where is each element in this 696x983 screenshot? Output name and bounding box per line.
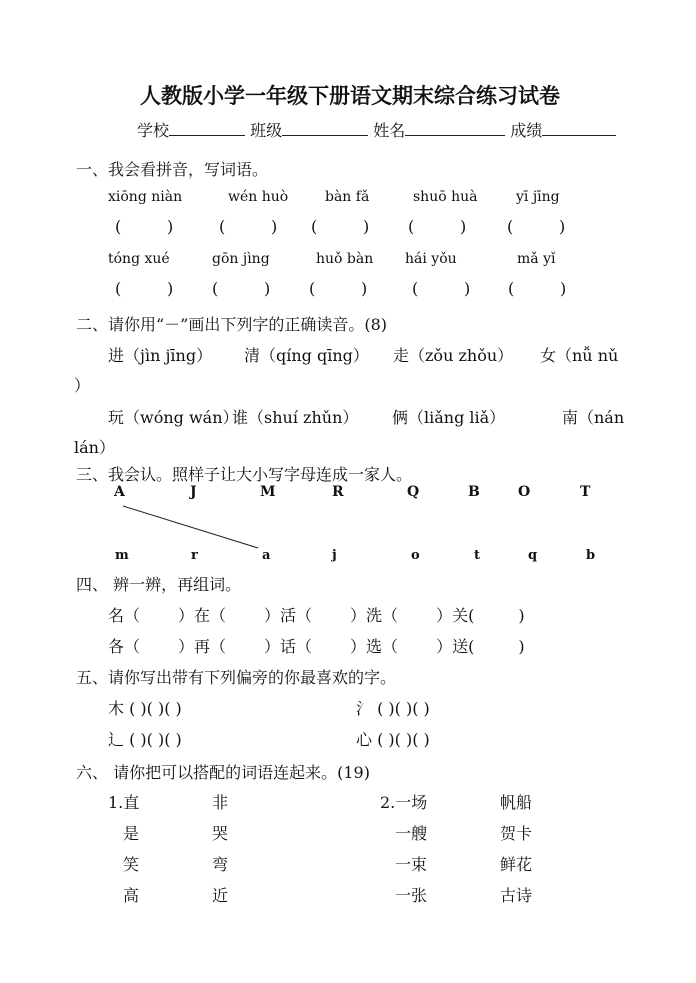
upper-letter[interactable]: J [190,484,197,500]
section-5-heading: 五、请你写出带有下列偏旁的你最喜欢的字。 [76,668,397,687]
section-2-heading: 二、请你用“－”画出下列字的正确读音。(8) [76,315,388,334]
word-item: ）洗（ [350,606,399,625]
match-left-b[interactable]: 近 [212,886,229,905]
upper-letter[interactable]: T [580,484,591,500]
match-right-a[interactable]: 2.一场 [380,793,428,812]
pinyin-1: xiōng niàn [108,189,183,205]
school-label: 学校 [137,121,170,140]
answer-box-3[interactable]: ( ) [311,217,370,236]
lower-letter[interactable]: m [115,548,129,563]
answer-box-8[interactable]: ( ) [309,279,368,298]
word-item: ）再（ [178,637,227,656]
reading-item-5[interactable]: 玩（wóng wán） [108,408,239,427]
reading-item-8-tail: lán） [74,438,115,457]
match-right-b[interactable]: 古诗 [500,886,533,905]
match-left-b[interactable]: 哭 [212,824,229,843]
reading-item-3[interactable]: 走（zǒu zhǒu） [393,346,514,365]
radical-zou-row[interactable]: 辶 ( )( )( ) [108,730,182,749]
reading-item-4[interactable]: 女（nǚ nǔ [540,346,619,365]
word-item: ）活（ [264,606,313,625]
word-item: ）送( [436,637,475,656]
word-item: ）在（ [178,606,227,625]
pinyin-7: gōn jìng [212,251,270,267]
word-item: 名（ [108,606,141,625]
reading-item-1[interactable]: 进（jìn jīng） [108,346,213,365]
answer-box-5[interactable]: ( ) [507,217,566,236]
word-item: 各（ [108,637,141,656]
answer-box-6[interactable]: ( ) [115,279,174,298]
word-item: ）话（ [264,637,313,656]
match-right-a[interactable]: 一艘 [395,824,428,843]
pinyin-3: bàn fǎ [325,189,370,205]
upper-letter[interactable]: Q [407,484,420,500]
reading-item-7[interactable]: 俩（liǎng liǎ） [392,408,506,427]
word-item: ）关( [436,606,475,625]
lower-letter[interactable]: t [474,548,481,563]
pinyin-6: tóng xué [108,251,170,267]
section-1-heading: 一、我会看拼音，写词语。 [76,160,269,179]
lower-letter[interactable]: q [528,548,538,563]
word-item: ）选（ [350,637,399,656]
section-6-heading: 六、 请你把可以搭配的词语连起来。(19) [76,763,370,782]
word-item: ) [518,606,525,625]
reading-item-6[interactable]: 谁（shuí zhǔn） [232,408,359,427]
upper-letter[interactable]: M [260,484,276,500]
match-right-b[interactable]: 鲜花 [500,855,533,874]
match-left-b[interactable]: 弯 [212,855,229,874]
lower-letter[interactable]: o [411,548,420,563]
radical-xin-row[interactable]: 心 ( )( )( ) [356,730,430,749]
match-left-a[interactable]: 1.直 [108,793,140,812]
reading-item-2[interactable]: 清（qíng qīng） [244,346,369,365]
pinyin-4: shuō huà [413,189,478,205]
lower-letter[interactable]: j [332,548,337,563]
pinyin-5: yī jīng [516,189,560,205]
pinyin-2: wén huò [228,189,289,205]
class-label: 班级 [250,121,283,140]
lower-letter[interactable]: r [191,548,198,563]
upper-letter[interactable]: A [114,484,125,500]
upper-letter[interactable]: O [518,484,531,500]
upper-letter[interactable]: R [332,484,344,500]
radical-mu-row[interactable]: 木 ( )( )( ) [108,699,182,718]
answer-box-10[interactable]: ( ) [508,279,567,298]
pinyin-10: mǎ yǐ [517,251,556,267]
word-item: ) [518,637,525,656]
match-right-b[interactable]: 帆船 [500,793,533,812]
match-left-a[interactable]: 是 [123,824,140,843]
match-right-b[interactable]: 贺卡 [500,824,533,843]
radical-shui-row[interactable]: 氵 ( )( )( ) [356,699,430,718]
upper-letter[interactable]: B [468,484,480,500]
section-4-heading: 四、 辨一辨，再组词。 [76,575,242,594]
match-left-b[interactable]: 非 [212,793,229,812]
score-label: 成绩 [510,121,543,140]
match-left-a[interactable]: 高 [123,886,140,905]
pinyin-9: hái yǒu [405,251,457,267]
reading-item-8[interactable]: 南（nán [562,408,625,427]
answer-box-9[interactable]: ( ) [412,279,471,298]
pinyin-8: huǒ bàn [316,251,374,267]
lower-letter[interactable]: a [262,548,271,563]
section-3-heading: 三、我会认。照样子让大小写字母连成一家人。 [76,465,413,484]
name-label: 姓名 [373,121,406,140]
answer-box-1[interactable]: ( ) [115,217,174,236]
compare-row-2 [108,634,525,657]
answer-box-4[interactable]: ( ) [408,217,467,236]
match-right-a[interactable]: 一束 [395,855,428,874]
match-left-a[interactable]: 笑 [123,855,140,874]
lower-letter[interactable]: b [586,548,596,563]
match-right-a[interactable]: 一张 [395,886,428,905]
answer-box-2[interactable]: ( ) [219,217,278,236]
compare-row-1 [108,603,525,626]
page-title: 人教版小学一年级下册语文期末综合练习试卷 [140,83,560,108]
reading-item-4-tail: ） [74,376,91,395]
answer-box-7[interactable]: ( ) [212,279,271,298]
